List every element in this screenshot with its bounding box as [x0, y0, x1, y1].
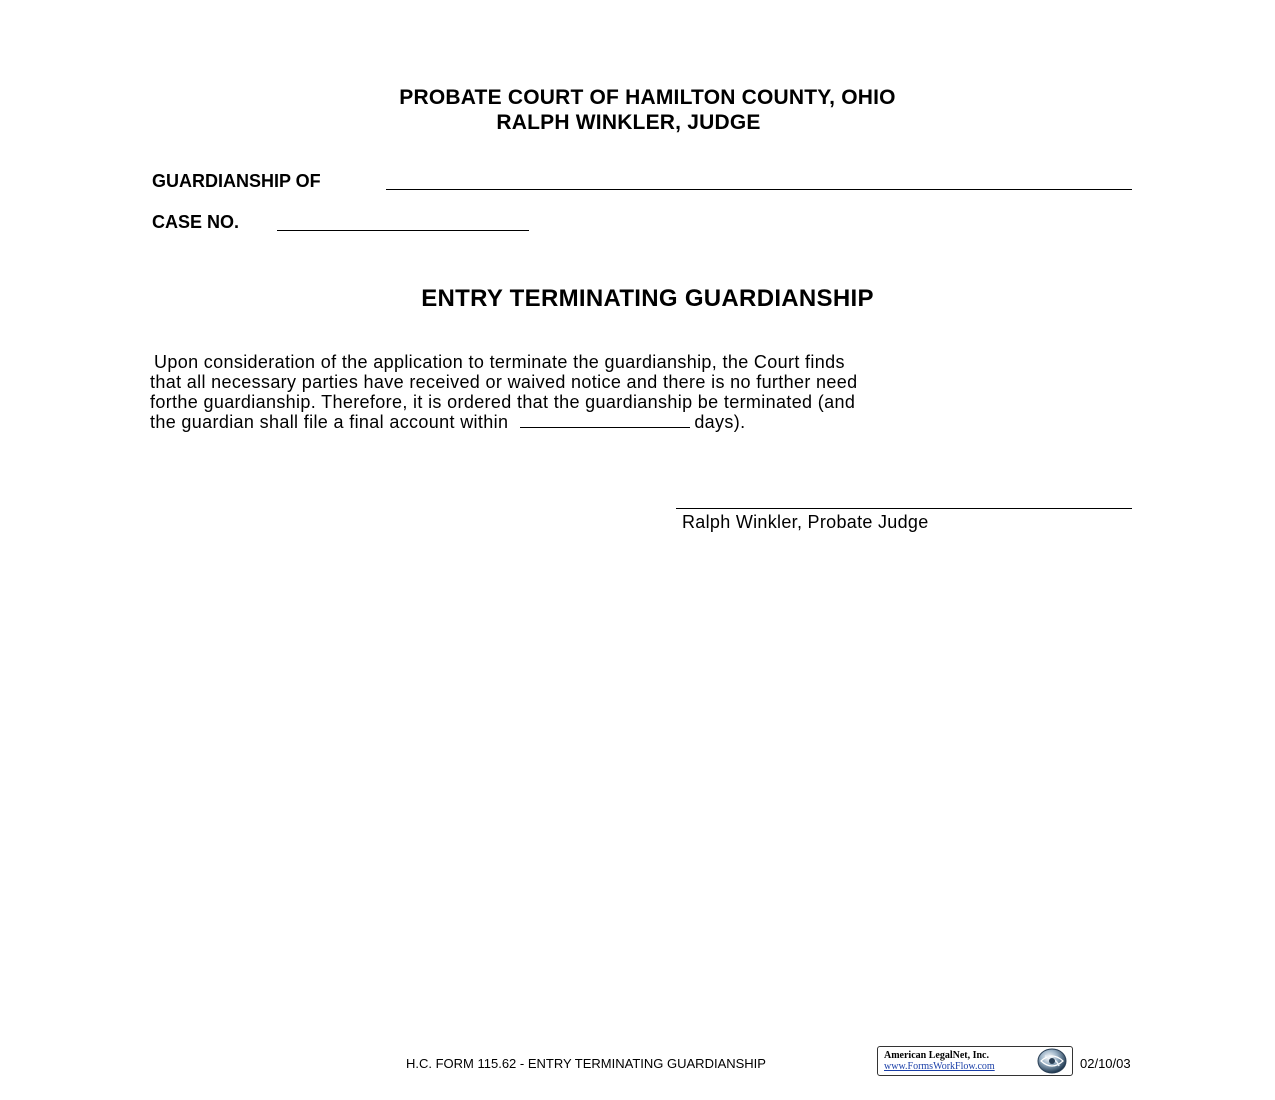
case-no-label: CASE NO. [152, 212, 240, 232]
entry-body-line-2: that all necessary parties have received or waived notice and there is no further need [150, 372, 858, 392]
badge-url-link[interactable]: www.FormsWorkFlow.com [884, 1061, 995, 1072]
case-no-field[interactable] [277, 230, 529, 231]
badge-company-name: American LegalNet, Inc. [884, 1050, 989, 1061]
entry-title: ENTRY TERMINATING GUARDIANSHIP [421, 285, 874, 312]
legalnet-badge[interactable] [877, 1046, 1073, 1076]
footer-form-label: H.C. FORM 115.62 - ENTRY TERMINATING GUARDIANSHIP [406, 1056, 766, 1071]
guardianship-of-label: GUARDIANSHIP OF [152, 171, 321, 191]
days-field[interactable] [520, 413, 690, 428]
entry-body-line-4-end: days). [694, 412, 746, 432]
entry-body-line-3: forthe guardianship. Therefore, it is ordered that the guardianship be terminated (and [150, 392, 856, 412]
judge-title: RALPH WINKLER, JUDGE [496, 111, 761, 134]
guardianship-of-field[interactable] [386, 189, 1132, 190]
entry-body-line-1: Upon consideration of the application to terminate the guardianship, the Court finds [154, 352, 845, 372]
signature-line[interactable] [676, 508, 1132, 509]
footer-date: 02/10/03 [1080, 1056, 1131, 1071]
entry-body-line-4 [150, 412, 745, 433]
entry-body-line-4-text: the guardian shall file a final account within [150, 412, 509, 432]
court-title: PROBATE COURT OF HAMILTON COUNTY, OHIO [399, 86, 896, 109]
signature-label: Ralph Winkler, Probate Judge [682, 512, 929, 532]
globe-icon [1036, 1048, 1068, 1074]
